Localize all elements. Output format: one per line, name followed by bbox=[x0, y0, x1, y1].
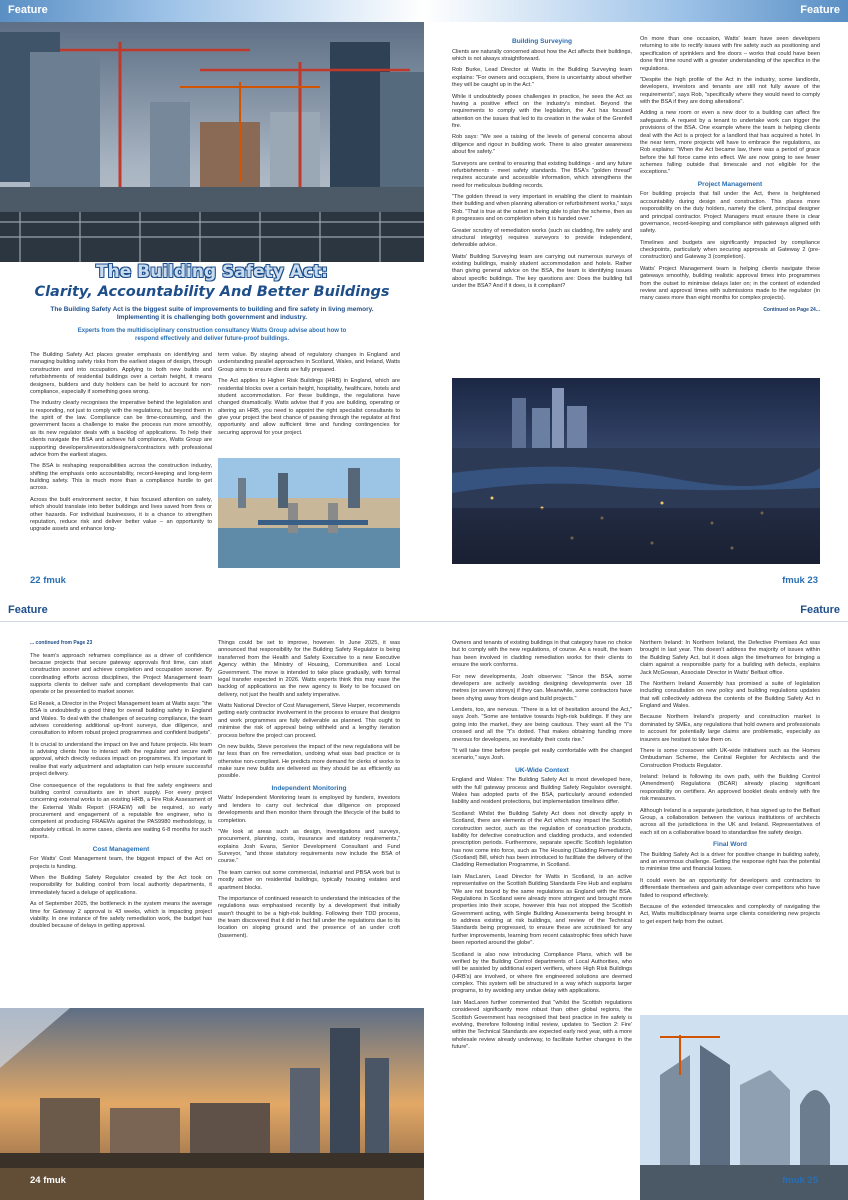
paragraph: The team carries out some commercial, industrial and PBSA work but is mostly active on residential buildings, typically housing estates and apartment blocks. bbox=[218, 869, 400, 891]
page-header bbox=[424, 0, 848, 22]
paragraph: It is crucial to understand the impact on live and future projects. His team is advising clients how to interact with the regulator and secure swift approval, which directly reduces impact on programmes. It's important to realise that early adjustment and adaptation can help ensure successful project delivery. bbox=[30, 741, 212, 778]
article-title-line2: Clarity, Accountability And Better Buildings bbox=[34, 284, 390, 300]
section-label: Feature bbox=[800, 604, 840, 616]
intro-text: Experts from the multidisciplinary construction consultancy Watts Group advise about how to respond effectively and deliver future-proof buildings. bbox=[77, 328, 347, 342]
paragraph: Greater scrutiny of remediation works (such as cladding, fire safety and structural integrity) requires surveyors to provide independent, defensible advice. bbox=[452, 227, 632, 249]
paragraph: The industry clearly recognises the imperative behind the legislation and is responding, not just to comply with the regulations, but beyond them in the spirit of the law. Compliance can be time-consuming, and the government faces a challenge to make the process run more smoothly, as its new regulator deals with a backlog of applications. To help their clients navigate the BSA and achieve full compliance, Watts Group are supporting developers/investors/designers/contractors with professional advice from the earliest stages. bbox=[30, 400, 212, 458]
column-left bbox=[30, 352, 212, 538]
page-22 bbox=[0, 0, 424, 600]
page-header bbox=[424, 600, 848, 622]
paragraph: Ireland: Ireland is following its own path, with the Building Control (Amendment) Regulations (BCAR) already placing significant responsibility on certifiers. An approved booklet deals entirely with fire risk measures. bbox=[640, 774, 820, 803]
paragraph: One consequence of the regulations is that fire safety engineers and building control consultants are in short supply. For every project concerning external works to an existing HRB, a Fire Risk Assessment of the External Walls Report (FRAEW) will be required, so early procurement and engagement of a reputable fire engineer, who is competent at producing FRAEWs against the PAS9980 methodology, is absolutely critical. In some cases, clients are waiting 6-8 months for such reports. bbox=[30, 782, 212, 841]
header-bar bbox=[0, 0, 424, 22]
heading-project-management: Project Management bbox=[697, 180, 763, 188]
column-right bbox=[218, 640, 400, 944]
paragraph: "We look at areas such as design, investigations and surveys, procurement, planning, costs, insurance and statutory requirements," explains Josh Evans, Senior Development Consultant and Fund Surveyor, "and those statutory requirements now include the BSA of course." bbox=[218, 828, 400, 865]
column-left bbox=[452, 640, 632, 1055]
paragraph: Owners and tenants of existing buildings in that category have no choice but to comply with the new regulations, of course. As a result, the team has been involved in cladding remediation works for their clients to ensure the work conforms. bbox=[452, 640, 632, 669]
paragraph: Surveyors are central to ensuring that existing buildings - and any future refurbishments - meet safety standards. The BSA's "golden thread" requires accurate and accessible information, which strengthens the need for meticulous building records. bbox=[452, 160, 632, 189]
header-bar bbox=[0, 600, 424, 622]
paragraph: Scotland is also now introducing Compliance Plans, which will be verified by the Building Control departments of Local Authorities, who will be assisted by additional expert verifiers, where High Risk Buildings (HRB's) are involved, or where fire engineered solutions are deemed complex. This system will be structured in a way which supports larger programs, to try avoiding any undue delay with applications. bbox=[452, 951, 632, 995]
section-label: Feature bbox=[8, 604, 48, 616]
paragraph: Adding a new room or even a new door to a building can affect fire safeguards. A request by a tenant to undertake work can trigger the provisions of the BSA. One example where the team is helping clients deal with the Act is a project for a landlord that has acquired a hotel. In the near term, more projects will have to embrace the regulations, as Rob explains: "When the Act became law, there was a period of grace before the full force came into effect. We are now going to see fewer schemes falling outside that timescale and not eligible for the exceptions." bbox=[640, 110, 820, 176]
article-title-line1: The Building Safety Act: bbox=[96, 262, 328, 282]
heading-cost-management: Cost Management bbox=[92, 845, 150, 853]
paragraph: There is some crossover with UK-wide initiatives such as the Homes Ombudsman Scheme, the Central Register for Architects and the Construction Products Regulator. bbox=[640, 747, 820, 769]
paragraph: Clients are naturally concerned about how the Act affects their buildings, which is not always straightforward. bbox=[452, 48, 632, 63]
paragraph: Lenders, too, are nervous. "There is a lot of hesitation around the Act," says Josh. "Some are tentative towards high-risk buildings. If they are going into the market, they are being cautious. They want all the "i"s crossed and all the "t"s dotted. That makes obtaining funding more onerous for developers, so inevitably their costs rise." bbox=[452, 707, 632, 743]
paragraph: Although Ireland is a separate jurisdiction, it has signed up to the Belfast Group, a collaboration between the various institutions of architects across all the jurisdictions in the UK and Ireland. Representatives of each sit on a collaborative board to standardise fire safety design. bbox=[640, 807, 820, 836]
paragraph: The Building Safety Act places greater emphasis on identifying and managing building safety risks from the earliest stages of design, through construction and into occupation. Applying to both new builds and refurbishments of residential buildings over a certain height, it means designers, builders and duty holders can be held to account for non-compliance, especially if something goes wrong. bbox=[30, 352, 212, 395]
night-skyline-illustration bbox=[452, 378, 820, 564]
paragraph: On more than one occasion, Watts' team have seen developers returning to site to rectify issues with fire safety such as positioning and specification of sprinklers and fire doors – works that could have been done first time round with a greater understanding of the specifics in the regulations. bbox=[640, 36, 820, 72]
heading-independent-monitoring: Independent Monitoring bbox=[271, 784, 347, 792]
paragraph: When the Building Safety Regulator created by the Act took on responsibility for building control from local authority departments, it immediately faced a deluge of applications. bbox=[30, 875, 212, 896]
towers-illustration bbox=[640, 1015, 848, 1200]
page-25 bbox=[424, 600, 848, 1200]
page-23 bbox=[424, 0, 848, 600]
paragraph: "Despite the high profile of the Act in the industry, some landlords, developers, investors and tenants are still not fully aware of the requirements", says Rob, "specifically where they would need to comply with the BSA if they are doing alterations". bbox=[640, 76, 820, 105]
paragraph: Iain MacLaren, Lead Director for Watts in Scotland, is an active representative on the Scottish Building Standards Fire Hub and explains "We are not bound by the same regulations as England with the BSA. Regulations in Scotland were already more stringent and brought more properties into their scope, however this has not stopped the Scottish Government acting, with Single Building Assessments being brought in to address existing at risk buildings, and review of the Technical Standards being progressed, to ensure these are scrutinised for any further improvements, learning from recent catastrophic fires which have been reported around the globe". bbox=[452, 873, 632, 947]
column-left bbox=[452, 36, 632, 295]
construction-cranes-photo bbox=[0, 22, 424, 262]
paragraph: Across the built environment sector, it has focused attention on safety, which should translate into better buildings and lives saved from fires or other hazards. For individual businesses, it is a chance to strengthen reputation, reduce risk and deliver better value – an opportunity to upgrade assets and enhance long- bbox=[30, 496, 212, 533]
paragraph: Iain MacLaren further commented that "whilst the Scottish regulations considered significantly more robust than other global regions, the Scottish Government has recognised that best practice in fire safety is evolving, therefore following initial review, updates to 'Section 2: Fire' within the Technical Standards are expected early next year, with a more wholesale review already underway, to facilitate further changes in the future". bbox=[452, 999, 632, 1051]
folio: 24 fmuk bbox=[30, 1175, 66, 1186]
continued-note: Continued on Page 24... bbox=[763, 306, 820, 313]
paragraph: Ed Resek, a Director in the Project Management team at Watts says: "the BSA is undoubtedly a good thing for overall building safety in England and Wales. To deal with the challenges of securing compliance, the team advises considering additional up-front surveys, due diligence, and consultation to inform robust project programmes and confident budgets". bbox=[30, 700, 212, 737]
paragraph: On new builds, Steve perceives the impact of the new regulations will be far less than on fire remediation, undoing what was bad practice or is otherwise non-compliant. He predicts more demand for clerks of works to make sure new builds are delivered as they should be as efficiently as possible. bbox=[218, 743, 400, 780]
section-label: Feature bbox=[8, 4, 48, 16]
paragraph: As of September 2025, the bottleneck in the system means the average time for Gateway 2 approval is 43 weeks, which is impacting project viability. In one instance of fire safety remediation work, the budget has doubled because of delays in getting approval. bbox=[30, 901, 212, 930]
paragraph: Northern Ireland: In Northern Ireland, the Defective Premises Act was brought in last year. This doesn't address the majority of issues within the Building Safety Act, but it does align the timeframes for bringing a claim against a responsible party for a building with defects, explains Jack McGowan, Associate Director in Watts' Belfast office. bbox=[640, 640, 820, 676]
paragraph: "It will take time before people get really comfortable with the changed scenario," says Josh. bbox=[452, 747, 632, 762]
paragraph: The team's approach reframes compliance as a driver of confidence because projects that secure gateway approvals first time, can start construction sooner and achieve completion and occupation sooner. By coordinating efforts across disciplines, the Project Management team supports clients to deliver safe and compliant developments that can operate or be presented to market sooner. bbox=[30, 652, 212, 696]
paragraph: Watts' Building Surveying team are carrying out numerous surveys of existing buildings, mainly student accommodation and hotels. Rather than giving general advice on the BSA, the team is identifying issues about specific buildings. The key questions are: Does the building fall under the BSA? And if it does, is it compliant? bbox=[452, 253, 632, 290]
bridge-illustration bbox=[218, 458, 400, 568]
paragraph: Scotland: Whilst the Building Safety Act does not directly apply in Scotland, there are elements of the Act which may impact the Scottish construction sector, such as the regulation of construction products, liability for defective construction and cladding products, and extended prescription periods. Furthermore, separate specific Scottish legislation has now come into force, such as The Housing (Cladding Remediation) (Scotland) Bill, which has been introduced to facilitate the delivery of the Cladding Remediation Programme, in Scotland. bbox=[452, 810, 632, 869]
city-towers-photo bbox=[640, 1015, 848, 1200]
paragraph: The Building Safety Act is a driver for positive change in building safety, and an enormous challenge. Getting the response right has the potential to minimise time and financial losses. bbox=[640, 851, 820, 873]
paragraph: While it undoubtedly poses challenges in practice, he sees the Act as having a positive effect on the industry's mindset. Beyond the requirements to comply with the legislation, the Act has focused attention on the issues that led to its creation in the wake of the Grenfell fire. bbox=[452, 93, 632, 130]
header-bar bbox=[424, 0, 848, 22]
paragraph: The Act applies to Higher Risk Buildings (HRB) in England, which are residential blocks over a certain height, hospitality, healthcare, hotels and student accommodation. For these buildings, the regulations have changed dramatically. Watts advise that if you are building, operating or altering an HRB, you need to appoint the right specialist consultants to give your project the best chance of passing through the regulator at first opportunity and allow sufficient time and funding contingencies for securing approval for your project. bbox=[218, 378, 400, 436]
sunset-illustration bbox=[0, 1008, 424, 1200]
paragraph: For new developments, Josh observes: "Since the BSA, some developers are actively avoiding designing developments over 18 metres (or seven storeys) if they can. Meanwhile, some contractors have been shying away from design and build projects." bbox=[452, 673, 633, 702]
paragraph: Because Northern Ireland's property and construction market is dominated by SMEs, any regulations that hold owners and professionals to account for potentially large claims are problematic, especially as insurers are hesitant to take them on. bbox=[640, 714, 820, 743]
cranes-illustration bbox=[0, 22, 424, 262]
paragraph: term value. By staying ahead of regulatory changes in England and understanding parallel approaches in Scotland, Wales, and Ireland, Watts Group aims to ensure clients are fully prepared. bbox=[218, 352, 400, 373]
paragraph: The importance of continued research to understand the intricacies of the regulations was emphasised recently by a development that initially wasn't thought to be a high-risk building. Following their TDD process, the team discovered that it did in fact fall under the regulations due to its location on sloping ground and the presence of an under croft (basement). bbox=[218, 895, 400, 939]
london-night-skyline-photo bbox=[452, 378, 820, 564]
paragraph: "The golden thread is very important in enabling the client to maintain their building and when planning alteration or refurbishment works," says Rob. "That is true at the outset in being able to plan the scheme, then as it progresses and on completion when it is handed over." bbox=[452, 194, 632, 223]
header-bar bbox=[424, 600, 848, 622]
heading-final-word: Final Word bbox=[713, 841, 747, 848]
continued-from-note: ... continued from Page 23 bbox=[30, 640, 93, 646]
column-left bbox=[30, 640, 212, 935]
paragraph: For building projects that fall under the Act, there is heightened accountability during design and construction. This places more responsibility on the duty holders, namely the client, principal designer and principal contractor. Project Managers must ensure there is clear governance, record-keeping and compliance with gateways aligned with safety. bbox=[640, 191, 820, 235]
column-right bbox=[640, 36, 820, 313]
standfirst: The Building Safety Act is the biggest suite of improvements to building and fire safety in living memory. Implementing it is challenging both government and industry. bbox=[50, 306, 374, 322]
page-header bbox=[0, 600, 424, 622]
folio: fmuk 23 bbox=[782, 575, 818, 586]
folio: fmuk 25 bbox=[782, 1175, 818, 1186]
paragraph: Rob says: "We see a raising of the levels of general concerns about diligence and rigour in building work. There is also greater awareness about fire safety." bbox=[452, 134, 632, 156]
heading-uk-wide-context: UK-Wide Context bbox=[515, 766, 569, 774]
paragraph: Things could be set to improve, however. In June 2025, it was announced that responsibility for the Building Safety Regulator is being transferred from the Health and Safety Executive to a new Executive Agency within the Ministry of Housing, Communities and Local Government. The move is intended to take place gradually, with formal legal transfer expected in 2026. Watts experts think this may ease the backlog of applications as the new agency is likely to be focused on delivery, not just the health and safety imperative. bbox=[218, 640, 400, 698]
paragraph: The BSA is reshaping responsibilities across the construction industry, shifting the emphasis onto accountability, record-keeping and long-term building safety. This is much more than a compliance hurdle to get across. bbox=[30, 463, 212, 492]
column-right bbox=[640, 640, 820, 930]
page-header bbox=[0, 0, 424, 22]
paragraph: For Watts' Cost Management team, the biggest impact of the Act on projects is funding. bbox=[30, 856, 212, 870]
paragraph: Watts National Director of Cost Management, Steve Harper, recommends getting early contractor involvement in the process to ensure that designs and work programmes are fully deliverable as planned. This ought to minimise the risk of approval being withheld and a lengthy iteration process before the project can proceed. bbox=[218, 703, 400, 739]
london-bridge-photo bbox=[218, 458, 400, 568]
paragraph: Timelines and budgets are significantly impacted by compliance checkpoints, particularly when securing approvals at Gateway 2 (pre-construction) and Gateway 3 (completion). bbox=[640, 239, 820, 261]
heading-building-surveying: Building Surveying bbox=[511, 38, 573, 45]
sunset-skyline-photo bbox=[0, 1008, 424, 1200]
page-24 bbox=[0, 600, 424, 1200]
folio: 22 fmuk bbox=[30, 575, 66, 586]
paragraph: The Northern Ireland Assembly has promised a suite of legislation including consultation on new policy and building regulations updates that will collectively address the contents of the Building Safety Act in England and Wales. bbox=[640, 680, 820, 709]
paragraph: Rob Burke, Lead Director at Watts in the Building Surveying team explains: "For owners and occupiers, there is uncertainty about whether they will be caught up in the Act." bbox=[452, 67, 632, 89]
paragraph: It could even be an opportunity for developers and contractors to differentiate themselves and gain advantage over competitors who have failed to respond effectively. bbox=[640, 877, 820, 899]
paragraph: England and Wales: The Building Safety Act is most developed here, with the full gateway process and Building Safety Regulator oversight. Wales has adopted parts of the BSA, particularly around extended liability and resident protections, but implementation timelines differ. bbox=[452, 777, 632, 806]
paragraph: Watts' Project Management team is helping clients navigate these gateways smoothly, building realistic approval times into programmes from the outset to minimise delays later on; in the context of extended review and approval times with submissions made to the regulator (in many cases more than eight months for complex projects). bbox=[640, 265, 820, 302]
section-label: Feature bbox=[800, 4, 840, 16]
paragraph: Watts' Independent Monitoring team is employed by funders, investors and lenders to carry out technical due diligence on proposed developments and then monitor them through the lifecycle of the build to completion. bbox=[218, 795, 400, 824]
column-right bbox=[218, 352, 400, 441]
paragraph: Because of the extended timescales and complexity of navigating the Act, Watts multidisciplinary teams urge clients considering new projects to get expert help from the outset. bbox=[640, 903, 820, 925]
